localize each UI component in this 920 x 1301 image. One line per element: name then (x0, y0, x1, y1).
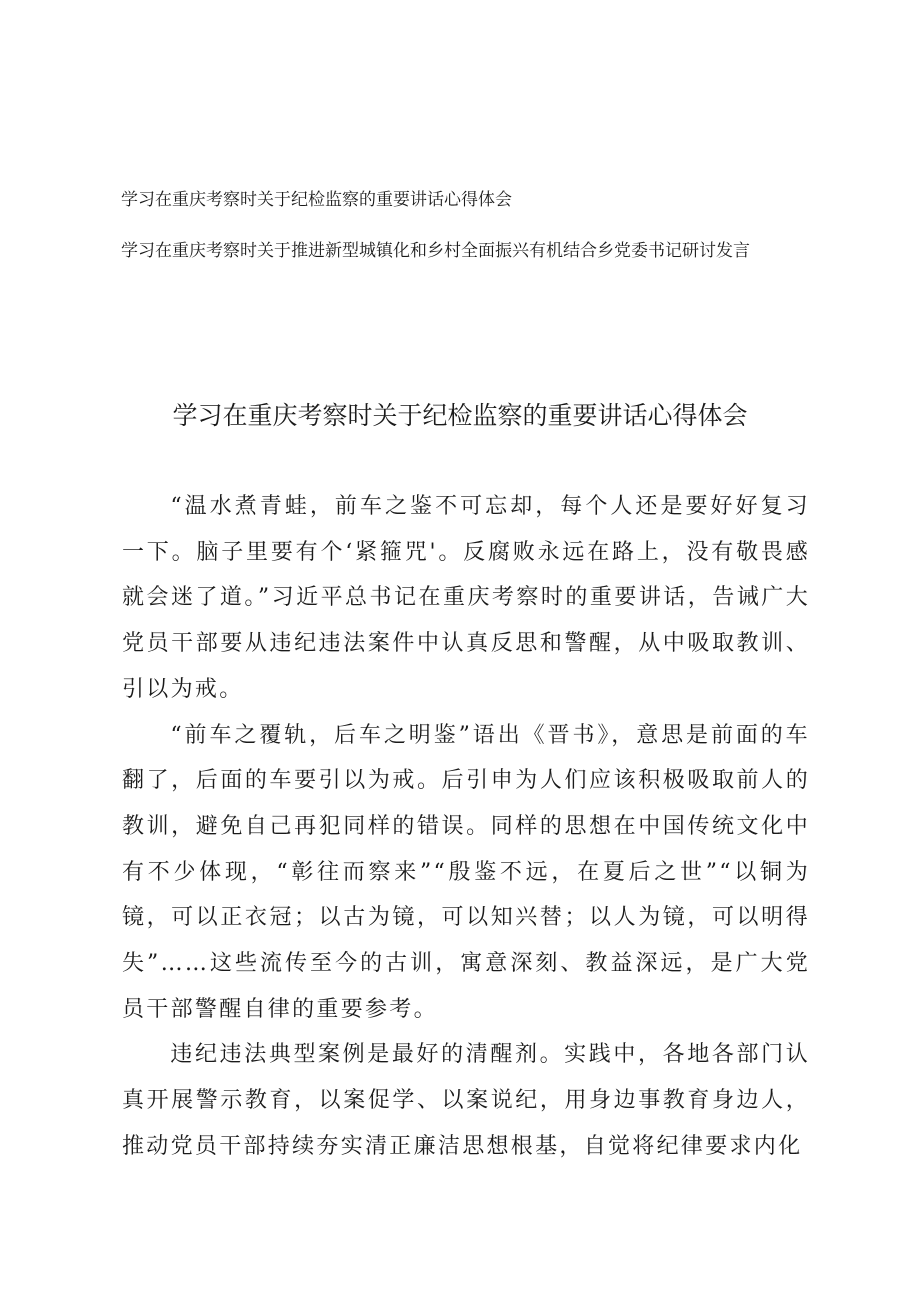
paragraph: “前车之覆轨，后车之明鉴”语出《晋书》，意思是前面的车翻了，后面的车要引以为戒。后引申为人们应该积极吸取前人的教训，避免自己再犯同样的错误。同样的思想在中国传统文化中有不少体现，“彰往而察来”“殷鉴不远，在夏后之世”“以铜为镜，可以正衣冠；以古为镜，可以知兴替；以人为镜，可以明得失”……这些流传至今的古训，寓意深刻、教益深远，是广大党员干部警醒自律的重要参考。 (122, 722, 810, 1022)
table-of-contents (121, 186, 761, 280)
paragraph: 违纪违法典型案例是最好的清醒剂。实践中，各地各部门认真开展警示教育，以案促学、以案说纪，用身边事教育身边人，推动党员干部持续夯实清正廉洁思想根基，自觉将纪律要求内化 (122, 1042, 810, 1159)
article-title: 学习在重庆考察时关于纪检监察的重要讲话心得体会 (172, 401, 748, 430)
toc-item-discipline-inspection[interactable]: 学习在重庆考察时关于纪检监察的重要讲话心得体会 (121, 190, 512, 210)
article-body (122, 484, 810, 1170)
paragraph: “温水煮青蛙，前车之鉴不可忘却，每个人还是要好好复习一下。脑子里要有个‘紧箍咒'。反腐败永远在路上，没有敬畏感就会迷了道。”习近平总书记在重庆考察时的重要讲话，告诫广大党员干部要从违纪违法案件中认真反思和警醒，从中吸取教训、引以为戒。 (122, 494, 810, 702)
toc-item-urbanization-rural-revitalization[interactable]: 学习在重庆考察时关于推进新型城镇化和乡村全面振兴有机结合乡党委书记研讨发言 (121, 241, 750, 261)
